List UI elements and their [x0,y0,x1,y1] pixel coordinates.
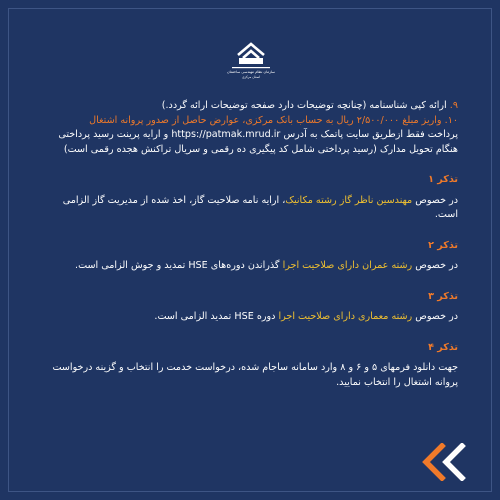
double-chevron-left-icon [418,443,472,481]
building-logo-icon [226,36,276,82]
note-2-title: تذکر ۲ [428,239,458,251]
svg-text:استان مرکزی: استان مرکزی [241,75,261,79]
payment-instructions: پرداخت فقط ازطریق سایت پاتمک به آدرس https://patmak.mrud.ir و ارایه پرینت رسید پرداختی هنگام تحویل مدارک (رسید پرداختی شامل کد پیگیری ده رقمی و سریال تراکنش هجده رقمی است) [58,129,458,155]
note-2-body: در خصوص رشته عمران دارای صلاحیت اجرا گذراندن دوره‌های HSE تمدید و جوش الزامی است. [75,260,458,271]
note-3-title: تذکر ۳ [428,290,458,302]
item-10: ۱۰. واریز مبلغ ۲/۵۰۰/۰۰۰ ریال به حساب بانک مرکزی، عوارض حاصل از صدور پروانه اشتغال [89,114,458,126]
requirements-text [40,99,458,390]
svg-text:سازمان نظام مهندسی ساختمان: سازمان نظام مهندسی ساختمان [227,70,275,74]
note-1-body: در خصوص مهندسین ناظر گاز رشته مکانیک، ارایه نامه صلاحیت گاز، اخذ شده از مدیریت گاز الزامی است. [62,194,458,220]
note-4-title: تذکر ۴ [428,341,458,353]
note-1-title: تذکر ۱ [428,174,458,185]
note-4-body: جهت دانلود فرمهای ۵ و ۶ و ۸ وارد سامانه ساجام شده، درخواست خدمت را انتخاب و گزینه درخواست پروانه اشتغال را انتخاب نمایید. [52,362,458,388]
item-9: ۹. ارائه کپی شناسنامه (چنانچه توضیحات دارد صفحه توضیحات ارائه گردد.) [161,100,458,111]
patmak-url: https://patmak.mrud.ir [171,129,281,140]
note-3-body: در خصوص رشته معماری دارای صلاحیت اجرا دوره HSE تمدید الزامی است. [154,311,458,322]
